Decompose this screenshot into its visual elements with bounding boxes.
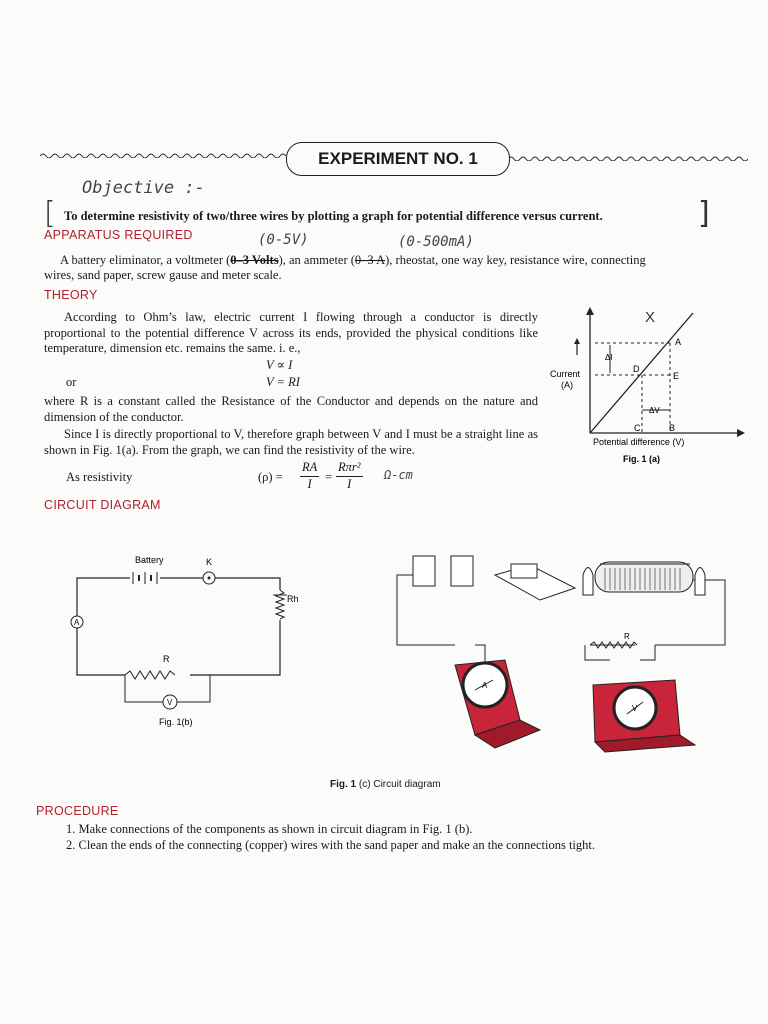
resistivity-label: As resistivity xyxy=(66,470,133,484)
fraction-1-denominator: I xyxy=(307,476,312,491)
wire-right xyxy=(190,620,280,675)
ammeter-range-note: (0-500mA) xyxy=(398,234,474,250)
pictorial-wire-volt-right xyxy=(640,645,655,660)
bracket-open: [ xyxy=(44,196,56,231)
theory-paragraph-3: Since I is directly proportional to V, therefore graph between V and I must be a straight line as shown in Fig. 1(a). From the graph, we can find the resistivity of the wire. xyxy=(44,427,538,457)
wire-left xyxy=(77,578,130,675)
fig-1c-caption xyxy=(330,779,441,790)
battery-label: Battery xyxy=(135,555,164,565)
resistor-symbol xyxy=(125,671,175,679)
delta-v-label: ΔV xyxy=(649,406,660,415)
voltmeter-label: V xyxy=(167,698,173,707)
rheostat-label: Rh xyxy=(287,594,299,604)
procedure-step-2: 2. Clean the ends of the connecting (copper) wires with the sand paper and make an the connections tight. xyxy=(66,837,595,852)
pictorial-ammeter-label: A xyxy=(482,681,488,690)
key-label: K xyxy=(206,557,213,567)
voltmeter-device xyxy=(593,680,695,752)
vi-graph xyxy=(545,305,755,465)
voltmeter-range-note: (0-5V) xyxy=(258,232,309,248)
fig-1c-caption-rest: (c) Circuit diagram xyxy=(358,779,441,790)
point-c-label: C xyxy=(634,423,641,433)
theory-paragraph-1: According to Ohm’s law, electric current I flowing through a conductor is directly proportional to the potential difference V across its ends, provided the physical conditions like temperature, dimension etc. remains the same. i. e., xyxy=(44,310,538,355)
fig-1c-caption-bold: Fig. 1 xyxy=(330,779,357,790)
x-axis-arrowhead xyxy=(737,429,745,437)
rheostat-device xyxy=(583,562,705,595)
apparatus-line-2: wires, sand paper, screw gause and meter scale. xyxy=(44,268,282,282)
fraction-rpir2-over-i xyxy=(336,460,363,492)
circuit-pictorial xyxy=(395,520,735,755)
circuit-schematic xyxy=(55,550,305,730)
ammeter-device xyxy=(455,660,540,748)
equals-sign: = xyxy=(325,470,333,484)
experiment-title: EXPERIMENT NO. 1 xyxy=(286,142,510,176)
point-b-label: B xyxy=(669,423,676,433)
battery-symbol xyxy=(133,572,157,584)
graph-mark: X xyxy=(645,309,656,326)
unit-handwritten-note: Ω-cm xyxy=(384,468,413,482)
or-label: or xyxy=(66,375,77,389)
key-dot xyxy=(208,577,211,580)
struck-ammeter-range: 0–3 A xyxy=(354,253,386,267)
procedure-step-1: 1. Make connections of the components as shown in circuit diagram in Fig. 1 (b). xyxy=(66,822,473,836)
fraction-ra-over-i xyxy=(300,460,319,492)
battery-cell-2 xyxy=(451,556,473,586)
ammeter-label: A xyxy=(74,618,80,627)
wavy-rule-left xyxy=(40,152,286,158)
battery-cell-1 xyxy=(413,556,435,586)
rho-symbol: (ρ) = xyxy=(258,470,283,484)
wire-key-rheostat xyxy=(215,578,280,590)
apparatus-text-b: ), an ammeter ( xyxy=(278,253,355,267)
apparatus-line-1 xyxy=(60,253,760,269)
equation-ohm: V = RI xyxy=(266,375,300,389)
theory-paragraph-2: where R is a constant called the Resistance of the Conductor and depends on the nature and dimension of the conductor. xyxy=(44,394,538,424)
rheostat-symbol xyxy=(276,590,284,619)
point-a-label: A xyxy=(675,337,682,347)
circuit-heading: CIRCUIT DIAGRAM xyxy=(44,498,161,512)
voltmeter-wire-left xyxy=(125,675,163,702)
bracket-close: ] xyxy=(698,196,710,231)
fraction-2-numerator: Rπr² xyxy=(336,460,363,477)
current-up-arrowhead xyxy=(574,338,580,344)
procedure-heading: PROCEDURE xyxy=(36,804,119,818)
objective-text: To determine resistivity of two/three wires by plotting a graph for potential difference versus current. xyxy=(64,209,603,223)
apparatus-heading: APPARATUS REQUIRED xyxy=(44,228,193,242)
theory-heading: THEORY xyxy=(44,288,98,302)
point-e-label: E xyxy=(673,371,680,381)
delta-i-label: ΔI xyxy=(605,353,613,362)
struck-voltmeter-range: 0–3 Volts xyxy=(230,253,279,267)
y-axis-label-2: (A) xyxy=(561,380,573,390)
y-axis-arrowhead xyxy=(586,307,594,315)
fraction-1-numerator: RA xyxy=(300,460,319,477)
resistor-label: R xyxy=(163,654,170,664)
fig-1b-caption: Fig. 1(b) xyxy=(159,717,193,727)
x-axis-label: Potential difference (V) xyxy=(593,437,685,447)
graph-caption: Fig. 1 (a) xyxy=(623,454,661,464)
wavy-rule-right xyxy=(508,155,748,161)
point-d-label: D xyxy=(633,364,640,374)
pictorial-voltmeter-label: V xyxy=(632,704,638,713)
voltmeter-wire-right xyxy=(177,675,210,702)
y-axis-label-1: Current xyxy=(550,369,581,379)
procedure-list xyxy=(66,822,746,853)
pictorial-resistor-label: R xyxy=(624,632,630,641)
plug-key-block xyxy=(511,564,537,578)
apparatus-text-c: ), rheostat, one way key, resistance wire, connecting xyxy=(385,253,646,267)
objective-handwritten-label: Objective :- xyxy=(82,178,205,198)
fraction-2-denominator: I xyxy=(347,476,352,491)
apparatus-text-a: A battery eliminator, a voltmeter ( xyxy=(60,253,231,267)
equation-proportional: V ∝ I xyxy=(266,358,293,372)
